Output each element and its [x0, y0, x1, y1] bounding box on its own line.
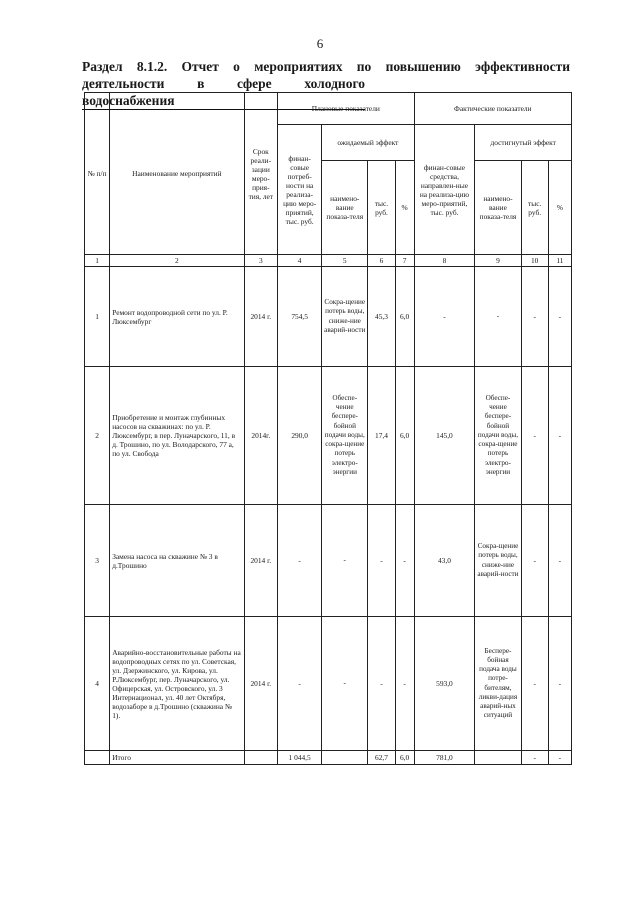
row-achieved-name: Беспере-бойная подача воды потре-бителям, ликви-дация аварий-ных ситуаций — [475, 617, 521, 751]
table-row — [85, 367, 572, 505]
row-effect-rub: - — [368, 505, 395, 617]
row-term: 2014 г. — [244, 505, 278, 617]
row-effect-rub: - — [368, 617, 395, 751]
row-plan-finance: 290,0 — [278, 367, 322, 505]
row-achieved-pct: - — [548, 505, 571, 617]
header-term: Срок реали-зации меро-прия-тия, лет — [244, 93, 278, 255]
total-num-cell — [85, 751, 110, 765]
header-planned: Плановые показатели — [278, 93, 414, 125]
header-achieved-name: наимено-вание показа-теля — [475, 161, 521, 255]
row-fact-finance: 145,0 — [414, 367, 475, 505]
col-number: 2 — [110, 255, 244, 267]
total-effect-name-cell — [322, 751, 368, 765]
col-number: 7 — [395, 255, 414, 267]
row-achieved-name: Сокра-щение потерь воды, сниже-ние аварий-ности — [475, 505, 521, 617]
header-num: № п/п — [85, 93, 110, 255]
report-table — [84, 92, 572, 765]
header-fact-finance: финан-совые средства, направлен-ные на реализа-цию меро-приятий, тыс. руб. — [414, 125, 475, 255]
section-title-line-1: Раздел 8.1.2. Отчет о мероприятиях по повышению эффективности — [82, 59, 570, 74]
row-plan-finance: - — [278, 617, 322, 751]
col-number: 1 — [85, 255, 110, 267]
row-achieved-pct: - — [548, 617, 571, 751]
header-effect-name: наимено-вание показа-теля — [322, 161, 368, 255]
total-effect-rub: 62,7 — [368, 751, 395, 765]
row-plan-finance: - — [278, 505, 322, 617]
header-plan-finance: финан-совые потреб-ности на реализа-цию меро-приятий, тыс. руб. — [278, 125, 322, 255]
row-effect-name: - — [322, 617, 368, 751]
row-term: 2014 г. — [244, 267, 278, 367]
column-number-row — [85, 255, 572, 267]
row-effect-name: - — [322, 505, 368, 617]
total-fact-finance: 781,0 — [414, 751, 475, 765]
row-achieved-pct: - — [548, 367, 571, 505]
col-number: 5 — [322, 255, 368, 267]
row-effect-rub: 17,4 — [368, 367, 395, 505]
row-fact-finance: 43,0 — [414, 505, 475, 617]
header-percent: % — [395, 161, 414, 255]
row-effect-rub: 45,3 — [368, 267, 395, 367]
row-plan-finance: 754,5 — [278, 267, 322, 367]
row-num: 3 — [85, 505, 110, 617]
row-term: 2014г. — [244, 367, 278, 505]
row-name: Ремонт водопроводной сети по ул. Р. Люксембург — [110, 267, 244, 367]
row-effect-pct: - — [395, 505, 414, 617]
row-effect-pct: 6,0 — [395, 267, 414, 367]
col-number: 10 — [521, 255, 548, 267]
total-achieved-rub: - — [521, 751, 548, 765]
header-name: Наименование мероприятий — [110, 93, 244, 255]
total-achieved-name-cell — [475, 751, 521, 765]
row-name: Аварийно-восстановительные работы на водопроводных сетях по ул. Советская, ул. Дзержинского, ул. Кирова, ул. Р.Люксембург, пер. Луначарского, ул. Офицерская, ул. Островского, ул. 3 Интернационал, ул. 40 лет Октября, водозаборе в д.Трошино (скважина № 1). — [110, 617, 244, 751]
row-effect-name: Обеспе-чение беспере-бойной подачи воды, сокра-щение потерь электро-энергии — [322, 367, 368, 505]
row-effect-pct: - — [395, 617, 414, 751]
total-term-cell — [244, 751, 278, 765]
section-title-line-2: деятельности в сфере холодного водоснабжения — [82, 76, 365, 108]
row-num: 2 — [85, 367, 110, 505]
row-name: Замена насоса на скважине № 3 в д.Трошино — [110, 505, 244, 617]
col-number: 9 — [475, 255, 521, 267]
col-number: 11 — [548, 255, 571, 267]
table-row — [85, 267, 572, 367]
col-number: 3 — [244, 255, 278, 267]
table-row — [85, 617, 572, 751]
table-row — [85, 505, 572, 617]
row-effect-pct: 6,0 — [395, 367, 414, 505]
row-fact-finance: - — [414, 267, 475, 367]
col-number: 4 — [278, 255, 322, 267]
col-number: 6 — [368, 255, 395, 267]
header-achieved-effect: достигнутый эффект — [475, 125, 572, 161]
row-name: Приобретение и монтаж глубинных насосов на скважинах: по ул. Р. Люксембург, в пер. Луначарского, 11, в д. Трошино, по ул. Володарского, 77 а, по ул. Свобода — [110, 367, 244, 505]
header-thousand-rub: тыс. руб. — [368, 161, 395, 255]
row-achieved-name: - — [475, 267, 521, 367]
header-percent-2: % — [548, 161, 571, 255]
row-num: 4 — [85, 617, 110, 751]
total-row — [85, 751, 572, 765]
row-achieved-rub: - — [521, 367, 548, 505]
row-effect-name: Сокра-щение потерь воды, сниже-ние аварий-ности — [322, 267, 368, 367]
col-number: 8 — [414, 255, 475, 267]
row-num: 1 — [85, 267, 110, 367]
row-fact-finance: 593,0 — [414, 617, 475, 751]
header-actual: Фактические показатели — [414, 93, 571, 125]
total-effect-pct: 6,0 — [395, 751, 414, 765]
total-plan-finance: 1 044,5 — [278, 751, 322, 765]
header-expected-effect: ожидаемый эффект — [322, 125, 414, 161]
page-number: 6 — [316, 36, 324, 51]
header-thousand-rub-2: тыс. руб. — [521, 161, 548, 255]
total-label: Итого — [110, 751, 244, 765]
row-achieved-rub: - — [521, 505, 548, 617]
row-achieved-pct: - — [548, 267, 571, 367]
total-achieved-pct: - — [548, 751, 571, 765]
row-term: 2014 г. — [244, 617, 278, 751]
row-achieved-rub: - — [521, 267, 548, 367]
row-achieved-rub: - — [521, 617, 548, 751]
row-achieved-name: Обеспе-чение беспере-бойной подачи воды, сокра-щение потерь электро-энергии — [475, 367, 521, 505]
